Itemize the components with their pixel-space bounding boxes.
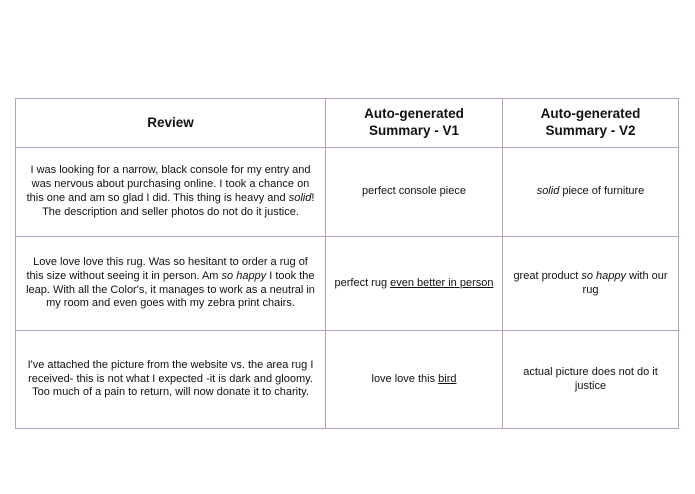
text-segment: ! The description and seller photos do not do it justice. bbox=[42, 192, 315, 218]
summary-v1-cell bbox=[326, 331, 503, 429]
header-review: Review bbox=[16, 99, 326, 148]
header-row bbox=[16, 99, 679, 148]
text-segment: so happy bbox=[581, 269, 626, 282]
review-cell bbox=[16, 237, 326, 331]
summary-v1-cell bbox=[326, 148, 503, 237]
table-row bbox=[16, 148, 679, 237]
summary-v2-cell bbox=[503, 237, 679, 331]
text-segment: so happy bbox=[221, 269, 267, 282]
text-segment: solid bbox=[536, 185, 560, 198]
table-row bbox=[16, 237, 679, 331]
text-segment: actual picture does not do it justice bbox=[523, 365, 658, 392]
text-segment: piece of furniture bbox=[559, 185, 645, 198]
text-segment: even better in person bbox=[390, 276, 494, 289]
text-segment: perfect console piece bbox=[362, 185, 466, 198]
text-segment: great product bbox=[513, 269, 582, 282]
review-cell bbox=[16, 148, 326, 237]
header-summary-v2: Auto-generated Summary - V2 bbox=[503, 99, 679, 148]
text-segment: solid bbox=[288, 192, 312, 204]
text-segment: I was looking for a narrow, black console for my entry and was nervous about purchasing online. I took a chance on this one and am so glad I did. This thing is heavy and bbox=[26, 164, 311, 204]
summary-v1-cell bbox=[326, 237, 503, 331]
text-segment: Love love love this rug. Was so hesitant to order a rug of this size without seeing it in person. Am bbox=[26, 255, 308, 282]
text-segment: I've attached the picture from the website vs. the area rug I received- this is not what I expected -it is dark and gloomy. Too much of a pain to return, will now donate it to charity. bbox=[27, 358, 314, 399]
text-segment: I took the leap. With all the Color's, it manages to work as a neutral in my room and even goes with my zebra print chairs. bbox=[26, 269, 315, 310]
review-summary-table bbox=[15, 98, 679, 429]
text-segment: bird bbox=[438, 372, 457, 385]
text-segment: with our rug bbox=[582, 269, 668, 296]
review-cell bbox=[16, 331, 326, 429]
header-summary-v1: Auto-generated Summary - V1 bbox=[326, 99, 503, 148]
text-segment: perfect rug bbox=[334, 276, 391, 289]
summary-v2-cell bbox=[503, 148, 679, 237]
table-row bbox=[16, 331, 679, 429]
text-segment: love love this bbox=[371, 372, 439, 385]
review-summary-table-container bbox=[15, 98, 678, 429]
summary-v2-cell bbox=[503, 331, 679, 429]
